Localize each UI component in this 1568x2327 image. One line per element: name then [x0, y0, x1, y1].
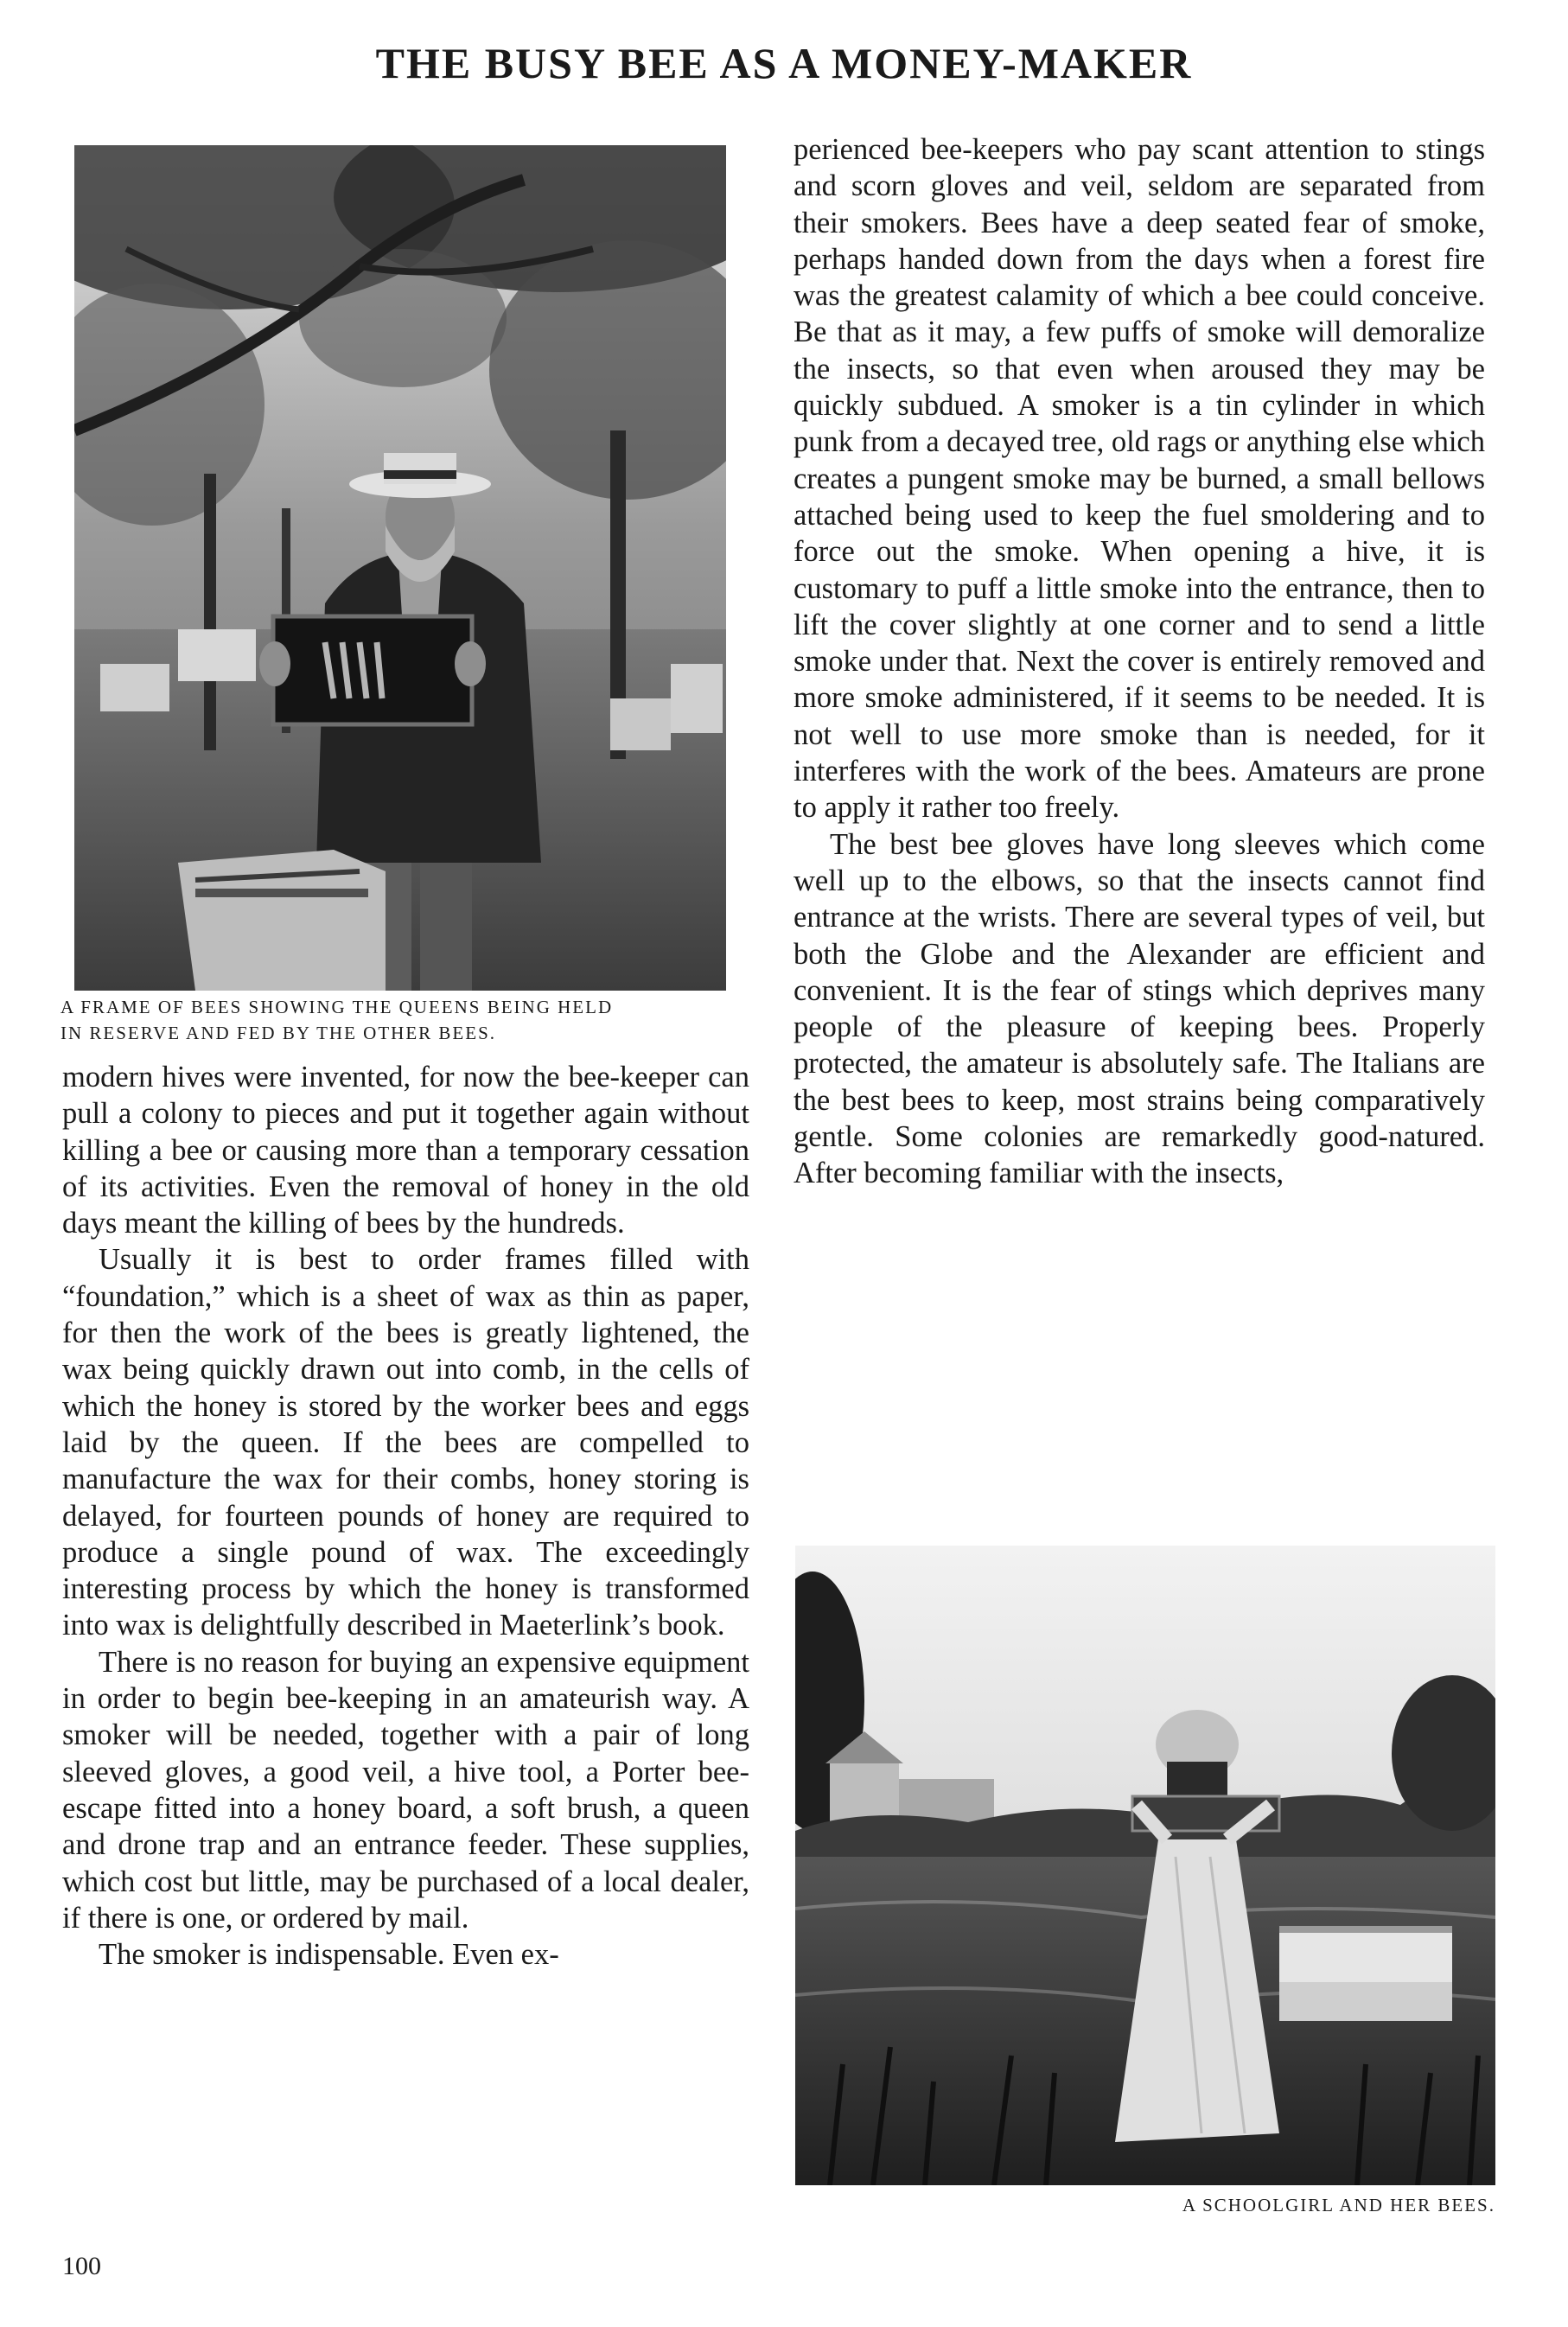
photo-beekeeper-frame [74, 145, 726, 991]
article-column-left [62, 1059, 749, 1973]
figure-caption-schoolgirl: A SCHOOLGIRL AND HER BEES. [1182, 2195, 1495, 2215]
paragraph: Usually it is best to order frames filled with “foundation,” which is a sheet of wax as thin as paper, for then the work of the bees is greatly lightened, the wax being quickly drawn out into comb, in the cells of which the honey is stored by the worker bees and eggs laid by the queen. If the bees are compelled to manufacture the wax for their combs, honey storing is delayed, for fourteen pounds of honey are required to produce a single pound of wax. The exceedingly interesting process by which the honey is transformed into wax is delightfully described in Maeterlink’s book. [62, 1243, 749, 1642]
paragraph: The best bee gloves have long sleeves which come well up to the elbows, so that the insects cannot find entrance at the wrists. There are several types of veil, but both the Globe and the Alexander are efficient and convenient. It is the fear of stings which deprives many people of the pleasure of keeping bees. Properly protected, the amateur is absolutely safe. The Italians are the best bees to keep, most strains being comparatively gentle. Some colonies are remarkedly good-natured. After becoming familiar with the insects, [794, 827, 1485, 1190]
paragraph: There is no reason for buying an expensive equipment in order to begin bee-keeping in an amateurish way. A smoker will be needed, together with a pair of long sleeved gloves, a good veil, a hive tool, a Porter bee-escape fitted into a honey board, a soft brush, a queen and drone trap and an entrance feeder. These supplies, which cost but little, may be purchased of a local dealer, if there is one, or ordered by mail. [62, 1645, 749, 1935]
photo-schoolgirl-bees [795, 1546, 1495, 2185]
paragraph: modern hives were invented, for now the bee-keeper can pull a colony to pieces and put it together again without killing a bee or causing more than a temporary cessation of its activities. Even the removal of honey in the old days meant the killing of bees by the hundreds. [62, 1061, 749, 1240]
schoolgirl-image [795, 1546, 1495, 2185]
page-number: 100 [62, 2252, 101, 2280]
paragraph: perienced bee-keepers who pay scant attention to stings and scorn gloves and veil, seldom are separated from their smokers. Bees have a deep seated fear of smoke, perhaps handed down from the days when a forest fire was the greatest calamity of which a bee could conceive. Be that as it may, a few puffs of smoke will demoralize the insects, so that even when aroused they may be quickly subdued. A smoker is a tin cylinder in which punk from a decayed tree, old rags or anything else which creates a pungent smoke may be burned, a small bellows attached being used to keep the fuel smoldering and to force out the smoke. When opening a hive, it is customary to puff a little smoke into the entrance, then to lift the cover slightly at one corner and to send a little smoke under that. Next the cover is entirely removed and more smoke administered, if it seems to be needed. It is not well to use more smoke than is needed, for it interferes with the work of the bees. Amateurs are prone to apply it rather too freely. [794, 133, 1485, 825]
caption-line: IN RESERVE AND FED BY THE OTHER BEES. [61, 1023, 496, 1043]
figure-caption-frame-of-bees [61, 994, 752, 1046]
article-column-right [794, 131, 1485, 1192]
caption-line: A FRAME OF BEES SHOWING THE QUEENS BEING HELD [61, 997, 614, 1017]
paragraph: The smoker is indispensable. Even ex- [99, 1938, 559, 1972]
page-title: THE BUSY BEE AS A MONEY-MAKER [375, 39, 1193, 87]
beekeeper-image [74, 145, 726, 991]
